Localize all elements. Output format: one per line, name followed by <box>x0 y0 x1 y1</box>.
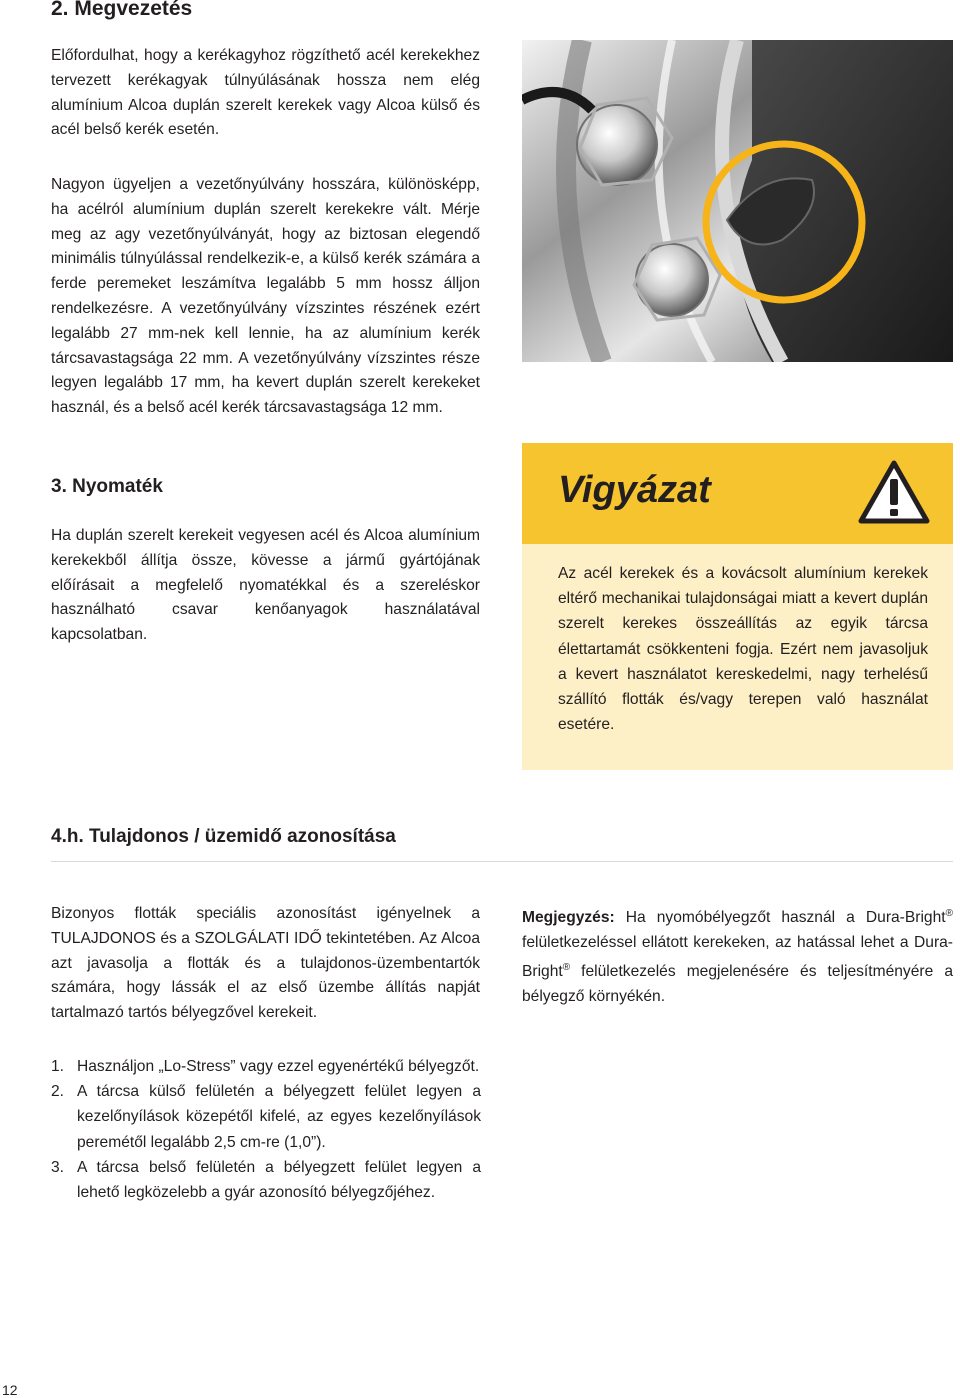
note-text-3: felületkezelés megjelenésére és teljesítményére a bélyegző környékén. <box>522 962 953 1005</box>
warning-triangle-icon <box>858 459 930 525</box>
owner-identification-paragraph: Bizonyos flották speciális azonosítást igényelnek a TULAJDONOS és a SZOLGÁLATI IDŐ tekintetében. Az Alcoa azt javasolja a flották és a tulajdonos-üzembentartók számára, hogy lássák el az első üzembe állítás napját tartalmazó tartós bélyegzővel kerekeit. <box>51 905 480 1022</box>
page-number: 12 <box>2 1382 18 1398</box>
list-item-text: A tárcsa belső felületén a bélyegzett felület legyen a lehető legközelebb a gyár azonosító bélyegzőjéhez. <box>77 1158 481 1202</box>
torque-paragraph: Ha duplán szerelt kerekeit vegyesen acél és Alcoa alumínium kerekekből állítja össze, kövesse a jármű gyártójának előírásait a megfelelő nyomatékkal és a szereléskor használható csavar kenőanyagok használatával kapcsolatban. <box>51 527 480 644</box>
guidance-paragraph-2: Nagyon ügyeljen a vezetőnyúlvány hosszára, különösképp, ha acélról alumínium duplán szerelt kerekekre vált. Mérje meg az agy vezetőnyúlványát, hogy az biztosan elegendő minimális túlnyúlással rendelkezik-e, a külső kerék számára a ferde peremeket leszámítva legalább 5 mm hossz álljon rendelkezésre. A vezetőnyúlvány vízszintes részének ezért legalább 27 mm-nek kell lennie, ha az alumínium kerék tárcsavastagsága 22 mm. A vezetőnyúlvány vízszintes része legyen legalább 17 mm, ha kevert duplán szerelt kerekeket használ, és a belső acél kerék tárcsavastagsága 12 mm. <box>51 176 480 417</box>
note-paragraph <box>522 902 953 1010</box>
list-item-text: Használjon „Lo-Stress” vagy ezzel egyenértékű bélyegzőt. <box>77 1058 480 1075</box>
list-item-number: 3. <box>51 1158 65 1176</box>
stamping-instructions-list <box>51 1054 481 1205</box>
note-text-2: felületkezeléssel ellátott kerekeken, az hatással lehet a Dura-Bright <box>522 933 953 980</box>
section-heading-owner-identification: 4.h. Tulajdonos / üzemidő azonosítása <box>51 826 396 847</box>
warning-title: Vigyázat <box>558 469 711 511</box>
section-heading-torque: 3. Nyomaték <box>51 476 163 497</box>
registered-mark-1: ® <box>945 908 953 919</box>
warning-text: Az acél kerekek és a kovácsolt alumínium kerekek eltérő mechanikai tulajdonságai miatt a kevert duplán szerelt kerekes összeállítás az egyik tárcsa élettartamát csökkenteni fogja. Ezért nem javasoljuk a kevert használatot kereskedelmi, nagy terhelésű szállító flották és/vagy terepen való használat esetére. <box>558 565 928 734</box>
guidance-paragraph-1: Előfordulhat, hogy a kerékagyhoz rögzíthető acél kerekekhez tervezett kerékagyak túlnyúlásának hossza nem elég alumínium Alcoa duplán szerelt kerekek vagy Alcoa külső és acél belső kerék esetén. <box>51 47 480 139</box>
list-item-text: A tárcsa külső felületén a bélyegzett felület legyen a kezelőnyílások közepétől kifelé, az egyes kezelőnyílások peremétől legalább 2,5 cm-re (1,0”). <box>77 1083 481 1151</box>
list-item <box>51 1054 481 1079</box>
warning-body <box>522 544 953 770</box>
list-item-number: 1. <box>51 1058 65 1075</box>
warning-header <box>522 443 953 544</box>
wheel-lug-nut-illustration <box>522 40 953 362</box>
section-heading-guidance: 2. Megvezetés <box>51 0 193 20</box>
list-item-number: 2. <box>51 1083 65 1101</box>
note-label: Megjegyzés: <box>522 909 615 927</box>
registered-mark-2: ® <box>562 961 571 973</box>
wheel-lug-nut-photo <box>522 40 953 362</box>
list-item <box>51 1155 481 1205</box>
note-text-1: Ha nyomóbélyegzőt használ a Dura-Bright <box>614 909 946 927</box>
list-item <box>51 1079 481 1155</box>
section-divider <box>51 861 953 862</box>
